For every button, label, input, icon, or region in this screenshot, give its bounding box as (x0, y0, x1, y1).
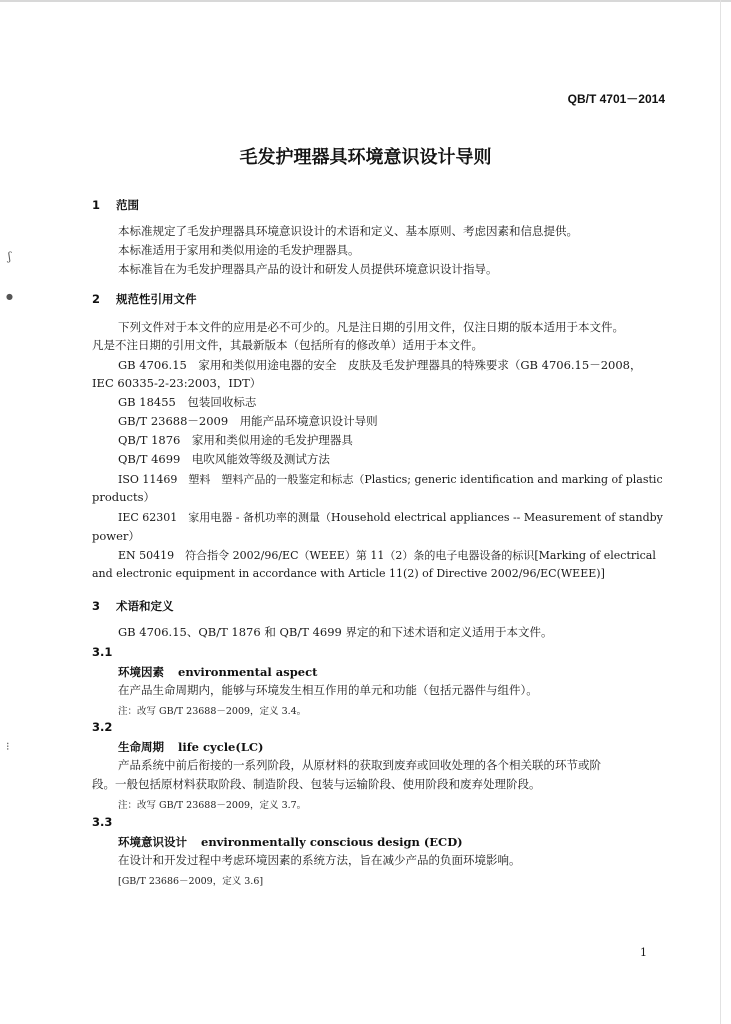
term-definition: 产品系统中前后衔接的一系列阶段，从原材料的获取到废弃或回收处理的各个相关联的环节或阶 (118, 758, 601, 772)
section-title: 规范性引用文件 (116, 292, 197, 306)
term-chinese: 生命周期 (118, 740, 164, 754)
term-heading (118, 739, 264, 755)
reference-item: GB 18455 包装回收标志 (118, 395, 257, 409)
term-english: environmentally conscious design (ECD) (201, 835, 463, 849)
reference-item: power） (92, 529, 140, 543)
reference-item: IEC 62301 家用电器 - 备机功率的测量（Household electrical appliances -- Measurement of standby (118, 511, 663, 524)
paragraph: 本标准适用于家用和类似用途的毛发护理器具。 (118, 243, 360, 257)
section-1-heading (92, 197, 139, 213)
reference-item: EN 50419 符合指令 2002/96/EC（WEEE）第 11（2）条的电子电器设备的标识[Marking of electrical (118, 549, 656, 562)
term-english: life cycle(LC) (178, 740, 264, 754)
reference-item: and electronic equipment in accordance with Article 11(2) of Directive 2002/96/EC(WEEE)] (92, 567, 605, 580)
reference-item: IEC 60335-2-23:2003，IDT） (92, 376, 262, 390)
reference-item: GB/T 23688－2009 用能产品环境意识设计导则 (118, 414, 378, 428)
term-english: environmental aspect (178, 665, 318, 679)
term-note: 注：改写 GB/T 23688－2009，定义 3.7。 (118, 800, 307, 811)
scan-mark: ⁝ (6, 740, 10, 753)
term-definition: 在产品生命周期内，能够与环境发生相互作用的单元和功能（包括元器件与组件）。 (118, 683, 538, 697)
section-title: 术语和定义 (116, 599, 174, 613)
scan-mark: ● (6, 292, 13, 301)
term-chinese: 环境意识设计 (118, 835, 187, 849)
reference-item: QB/T 4699 电吹风能效等级及测试方法 (118, 452, 330, 466)
paragraph: GB 4706.15、QB/T 1876 和 QB/T 4699 界定的和下述术语和定义适用于本文件。 (118, 625, 553, 639)
term-number: 3.3 (92, 815, 113, 829)
scan-mark: ʃ (8, 250, 11, 263)
section-number: 3 (92, 599, 101, 613)
reference-item: QB/T 1876 家用和类似用途的毛发护理器具 (118, 433, 353, 447)
paragraph: 本标准规定了毛发护理器具环境意识设计的术语和定义、基本原则、考虑因素和信息提供。 (118, 224, 578, 238)
reference-item: GB 4706.15 家用和类似用途电器的安全 皮肤及毛发护理器具的特殊要求（GB 4706.15－2008， (118, 358, 642, 372)
term-note: 注：改写 GB/T 23688－2009，定义 3.4。 (118, 706, 307, 717)
section-number: 1 (92, 198, 101, 212)
section-title: 范围 (116, 198, 139, 212)
standard-number: QB/T 4701－2014 (567, 92, 665, 106)
section-2-heading (92, 291, 197, 307)
reference-item: products） (92, 490, 156, 504)
section-3-heading (92, 598, 174, 614)
term-number: 3.2 (92, 720, 113, 734)
page-number: 1 (640, 946, 647, 959)
term-source: [GB/T 23686－2009，定义 3.6] (118, 876, 264, 887)
term-definition: 在设计和开发过程中考虑环境因素的系统方法，旨在减少产品的负面环境影响。 (118, 853, 521, 867)
paragraph: 本标准旨在为毛发护理器具产品的设计和研发人员提供环境意识设计指导。 (118, 262, 498, 276)
reference-item: ISO 11469 塑料 塑料产品的一般鉴定和标志（Plastics; generic identification and marking of plastic (118, 473, 663, 486)
section-number: 2 (92, 292, 101, 306)
paragraph: 凡是不注日期的引用文件，其最新版本（包括所有的修改单）适用于本文件。 (92, 338, 483, 352)
term-number: 3.1 (92, 645, 113, 659)
term-chinese: 环境因素 (118, 665, 164, 679)
paragraph: 下列文件对于本文件的应用是必不可少的。凡是注日期的引用文件，仅注日期的版本适用于本文件。 (118, 320, 624, 334)
term-definition: 段。一般包括原材料获取阶段、制造阶段、包装与运输阶段、使用阶段和废弃处理阶段。 (92, 777, 541, 791)
term-heading (118, 834, 463, 850)
term-heading (118, 664, 317, 680)
scan-top-edge (0, 0, 731, 2)
document-title: 毛发护理器具环境意识设计导则 (239, 147, 492, 168)
